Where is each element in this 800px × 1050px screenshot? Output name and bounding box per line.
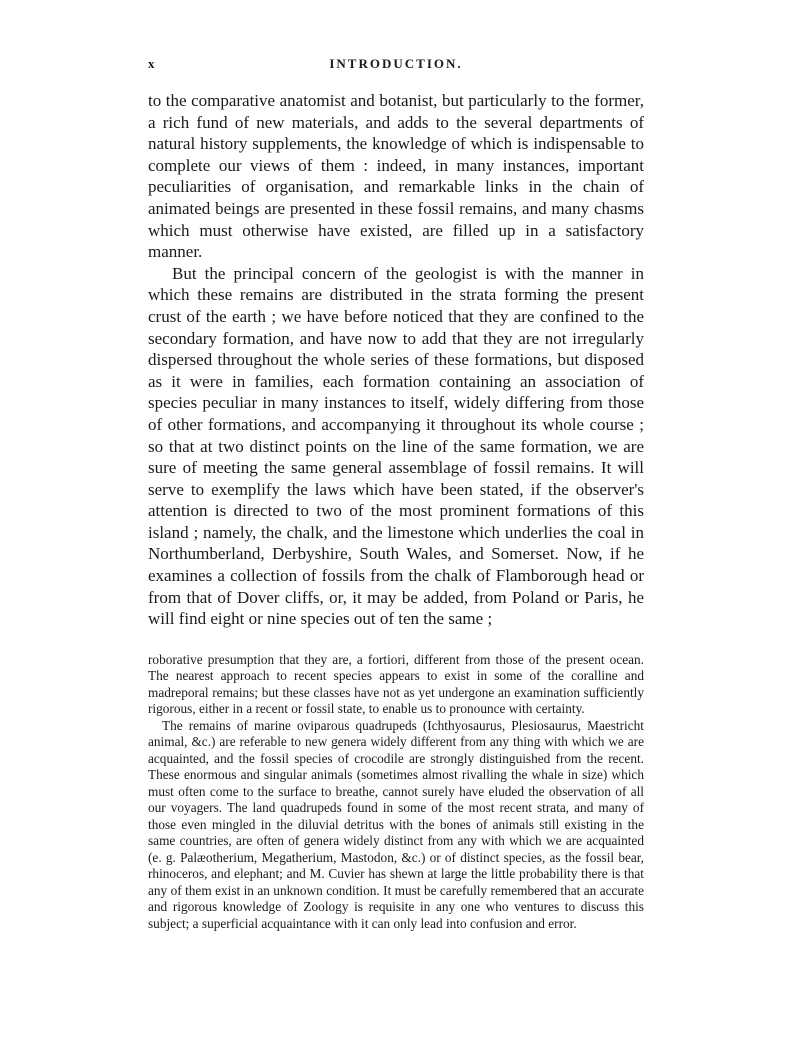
footnotes: [148, 652, 644, 933]
running-title: INTRODUCTION.: [329, 56, 463, 71]
main-paragraph-2: But the principal concern of the geologist is with the manner in which these remains are distributed in the strata forming the present crust of the earth ; we have before noticed that they are confined to the secondary formation, and have now to add that they are not irregularly dispersed throughout the whole series of these formations, but disposed as it were in families, each formation containing an association of species peculiar in many instances to itself, widely differing from those of other formations, and accompanying it throughout its whole course ; so that at two distinct points on the line of the same formation, we are sure of meeting the same general assemblage of fossil remains. It will serve to exemplify the laws which have been stated, if the observer's attention is directed to two of the most prominent formations of this island ; namely, the chalk, and the limestone which underlies the coal in Northumberland, Derbyshire, South Wales, and Somerset. Now, if he examines a collection of fossils from the chalk of Flamborough head or from that of Dover cliffs, or, it may be added, from Poland or Paris, he will find eight or nine species out of ten the same ;: [148, 263, 644, 629]
book-page: [148, 56, 644, 932]
main-paragraph-1: to the comparative anatomist and botanist, but particularly to the former, a rich fund of new materials, and adds to the several departments of natural history supplements, the knowledge of which is indispensable to complete our views of them : indeed, in many instances, important peculiarities of organisation, and remarkable links in the chain of animated beings are presented in these fossil remains, and many chasms which must otherwise have existed, are filled up in a satisfactory manner.: [148, 91, 644, 262]
footnote-paragraph-1: roborative presumption that they are, a fortiori, different from those of the present ocean. The nearest approach to recent species appears to exist in some of the coralline and madreporal remains; but these classes have not as yet undergone an examination sufficiently rigorous, either in a recent or fossil state, to enable us to pronounce with certainty.: [148, 651, 644, 717]
running-head: [148, 56, 644, 82]
page-number: x: [148, 56, 157, 71]
footnote-paragraph-2: The remains of marine oviparous quadrupeds (Ichthyosaurus, Plesiosaurus, Maestricht animal, &c.) are referable to new genera widely different from any thing with which we are acquainted, and the fossil species of crocodile are strongly distinguished from the recent. These enormous and singular animals (sometimes almost rivalling the whale in size) which must often come to the surface to breathe, cannot surely have eluded the observation of all our voyagers. The land quadrupeds found in some of the most recent strata, and many of those even mingled in the diluvial detritus with the bones of animals still existing in the same countries, are often of genera widely distinct from any with which we are acquainted (e. g. Palæotherium, Megatherium, Mastodon, &c.) or of distinct species, as the fossil bear, rhinoceros, and elephant; and M. Cuvier has shewn at large the little probability there is that any of them exist in an unknown condition. It must be carefully remembered that an accurate and rigorous knowledge of Zoology is requisite in any one who ventures to discuss this subject; a superficial acquaintance with it can only lead into confusion and error.: [148, 717, 644, 931]
main-text: [148, 90, 644, 630]
